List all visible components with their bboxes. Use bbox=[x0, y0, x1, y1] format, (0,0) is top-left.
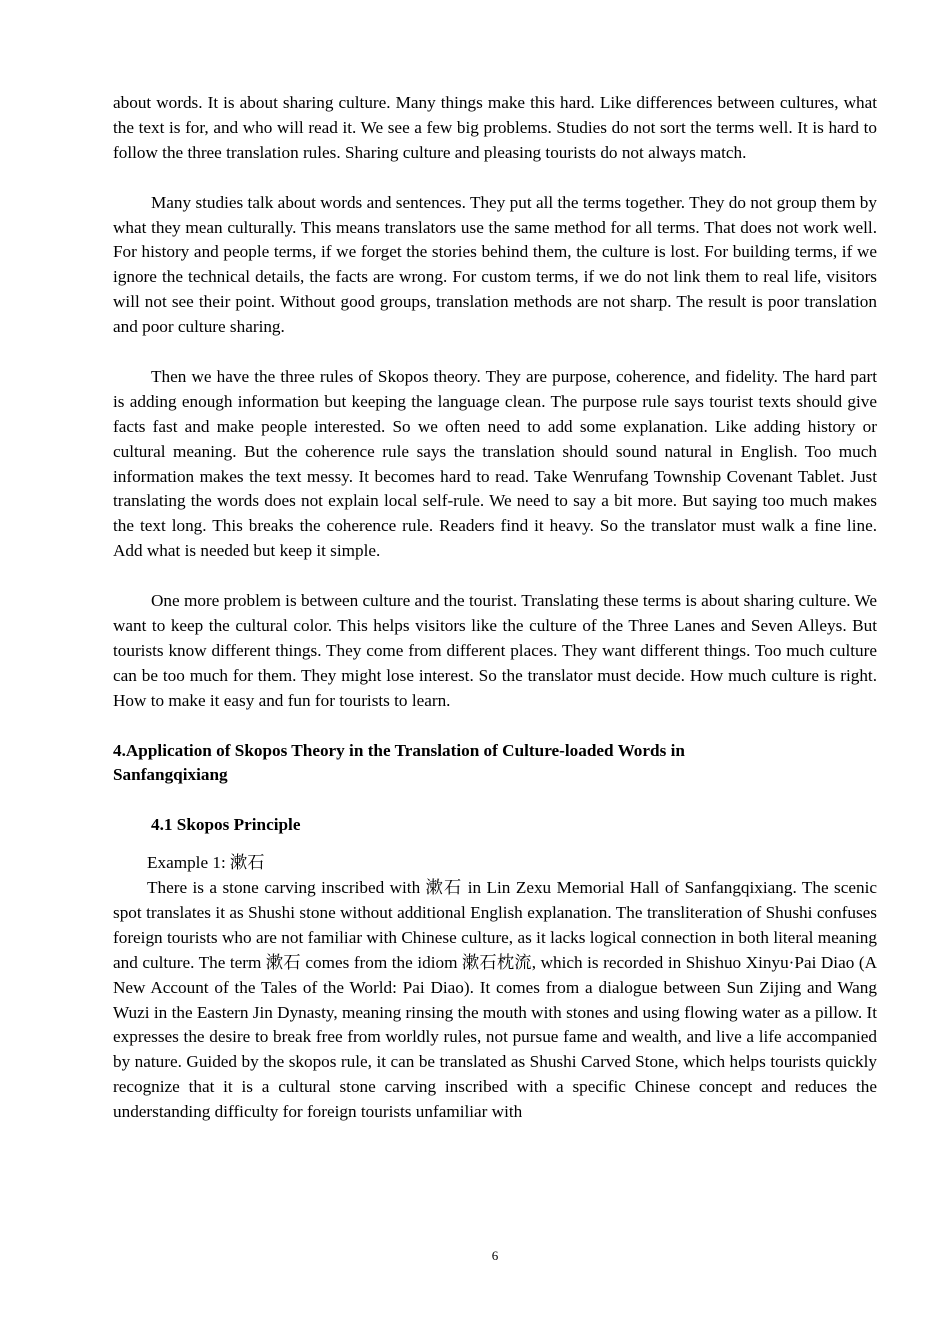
paragraph-spacer bbox=[113, 788, 877, 813]
document-page bbox=[113, 91, 877, 1125]
paragraph-continuation: about words. It is about sharing culture. Many things make this hard. Like differences between cultures, what the text is for, and who will read it. We see a few big problems. Studies do not sort the terms well. It is hard to follow the three translation rules. Sharing culture and pleasing tourists do not always match. bbox=[113, 93, 877, 162]
paragraph-spacer bbox=[113, 340, 877, 365]
paragraph-spacer bbox=[113, 714, 877, 739]
subsection-heading: 4.1 Skopos Principle bbox=[151, 815, 301, 835]
page-number: 6 bbox=[491, 1248, 499, 1263]
paragraph-spacer bbox=[113, 838, 877, 851]
example-label: Example 1: 漱石 bbox=[147, 853, 265, 873]
example-body: There is a stone carving inscribed with 漱石 in Lin Zexu Memorial Hall of Sanfangqixiang. The scenic spot translates it as Shushi stone without additional English explanation. The transliteration of Shushi confuses foreign tourists who are not familiar with Chinese culture, as it lacks logical connection in both literal meaning and culture. The term 漱石 comes from the idiom 漱石枕流, which is recorded in Shishuo Xinyu·Pai Diao (A New Account of the Tales of the World: Pai Diao). It comes from a dialogue between Sun Zijing and Wang Wuzi in the Eastern Jin Dynasty, meaning rinsing the mouth with stones and using flowing water as a pillow. It expresses the desire to break free from worldly rules, not pursue fame and wealth, and live a life accompanied by nature. Guided by the skopos rule, it can be translated as Shushi Carved Stone, which helps tourists quickly recognize that it is a cultural stone carving inscribed with a specific Chinese concept and reduces the understanding difficulty for foreign tourists unfamiliar with bbox=[113, 878, 877, 1122]
section-heading bbox=[113, 739, 877, 789]
section-heading-line1: 4.Application of Skopos Theory in the Translation of Culture-loaded Words in bbox=[113, 740, 685, 760]
paragraph-spacer bbox=[113, 166, 877, 191]
paragraph-culture-tourist: One more problem is between culture and the tourist. Translating these terms is about sharing culture. We want to keep the cultural color. This helps visitors like the culture of the Three Lanes and Seven Alleys. But tourists know different things. They come from different places. They want different things. Too much culture can be too much for them. They might lose interest. So the translator must decide. How much culture is right. How to make it easy and fun for tourists to learn. bbox=[113, 591, 877, 710]
paragraph-term-grouping: Many studies talk about words and sentences. They put all the terms together. They do not group them by what they mean culturally. This means translators use the same method for all terms. That does not work well. For history and people terms, if we forget the stories behind them, the culture is lost. For building terms, if we ignore the technical details, the facts are wrong. For custom terms, if we do not link them to real life, visitors will not see their point. Without good groups, translation methods are not sharp. The result is poor translation and poor culture sharing. bbox=[113, 192, 877, 337]
paragraph-skopos-rules: Then we have the three rules of Skopos theory. They are purpose, coherence, and fidelity. The hard part is adding enough information but keeping the language clean. The purpose rule says tourist texts should give facts fast and make people interested. So we often need to add some explanation. Like adding history or cultural meaning. But the coherence rule says the translation should sound natural in English. Too much information makes the text messy. It becomes hard to read. Take Wenrufang Township Covenant Tablet. Just translating the words does not explain local self-rule. We need to say a bit more. But saying too much makes the text long. This breaks the coherence rule. Readers find it heavy. So the translator must walk a fine line. Add what is needed but keep it simple. bbox=[113, 366, 877, 561]
section-heading-line2: Sanfangqixiang bbox=[113, 765, 228, 785]
paragraph-spacer bbox=[113, 564, 877, 589]
